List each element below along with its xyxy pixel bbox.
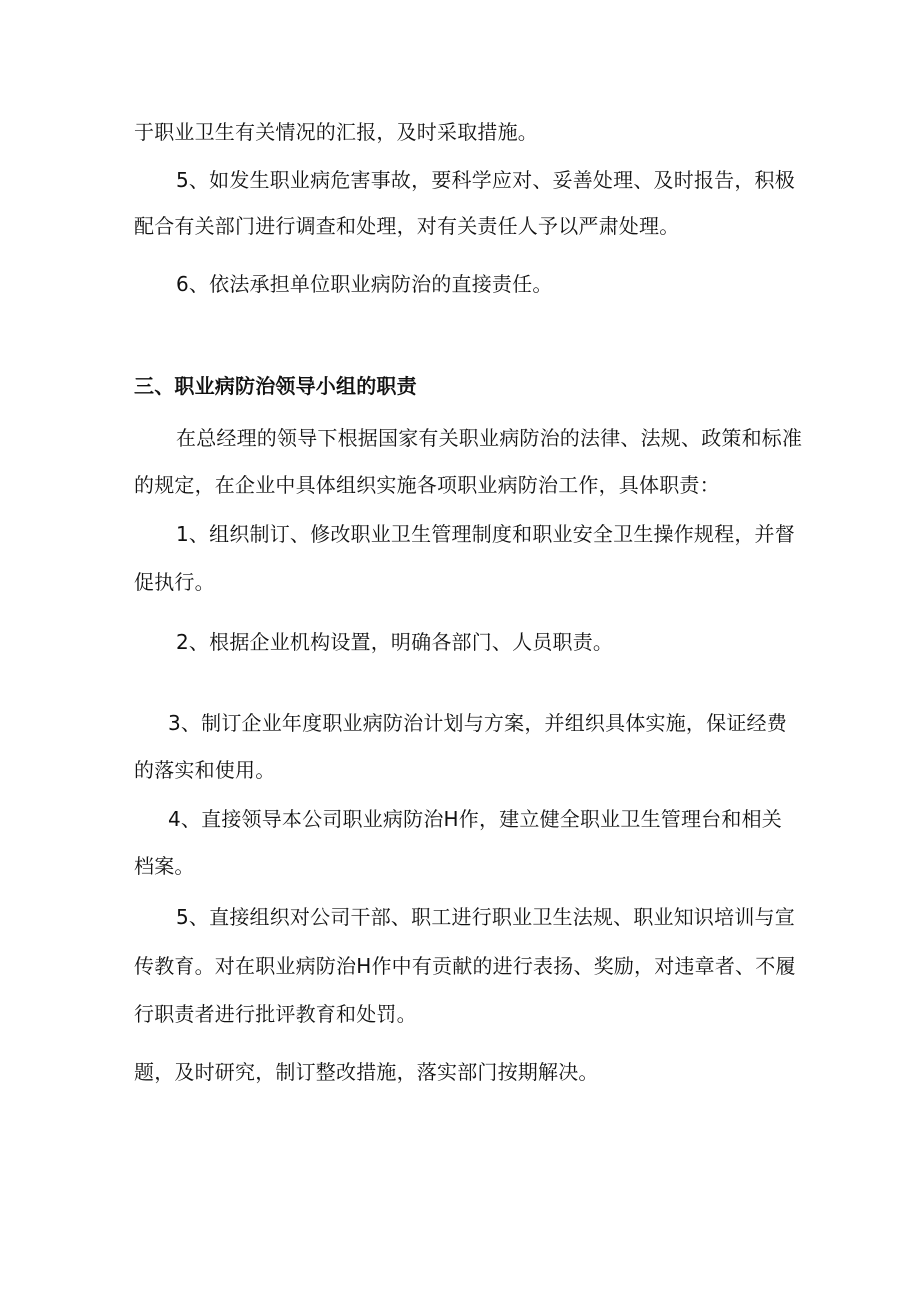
text-line: 1、组织制订、修改职业卫生管理制度和职业安全卫生操作规程，并督 [176,522,795,546]
text-line: 于职业卫生有关情况的汇报，及时采取措施。 [134,120,538,144]
text-line: 传教育。对在职业病防治H作中有贡献的进行表扬、奖励，对违章者、不履 [134,954,796,978]
section-heading: 三、职业病防治领导小组的职责 [134,374,417,398]
text-line: 题，及时研究，制订整改措施，落实部门按期解决。 [134,1060,599,1084]
text-line: 2、根据企业机构设置，明确各部门、人员职责。 [176,630,614,654]
text-line: 的规定，在企业中具体组织实施各项职业病防治工作，具体职责： [134,473,720,497]
text-line: 4、直接领导本公司职业病防治H作，建立健全职业卫生管理台和相关 [168,807,782,831]
text-line: 在总经理的领导下根据国家有关职业病防治的法律、法规、政策和标准 [176,426,803,450]
text-line: 5、如发生职业病危害事故，要科学应对、妥善处理、及时报告，积极 [176,168,795,192]
text-line: 5、直接组织对公司干部、职工进行职业卫生法规、职业知识培训与宣 [176,905,795,929]
text-line: 促执行。 [134,570,215,594]
text-line: 3、制订企业年度职业病防治计划与方案，并组织具体实施，保证经费 [168,711,787,735]
text-line: 的落实和使用。 [134,758,276,782]
text-line: 6、依法承担单位职业病防治的直接责任。 [176,272,553,296]
text-line: 档案。 [134,854,195,878]
text-line: 行职责者进行批评教育和处罚。 [134,1002,417,1026]
text-line: 配合有关部门进行调查和处理，对有关责任人予以严肃处理。 [134,214,680,238]
